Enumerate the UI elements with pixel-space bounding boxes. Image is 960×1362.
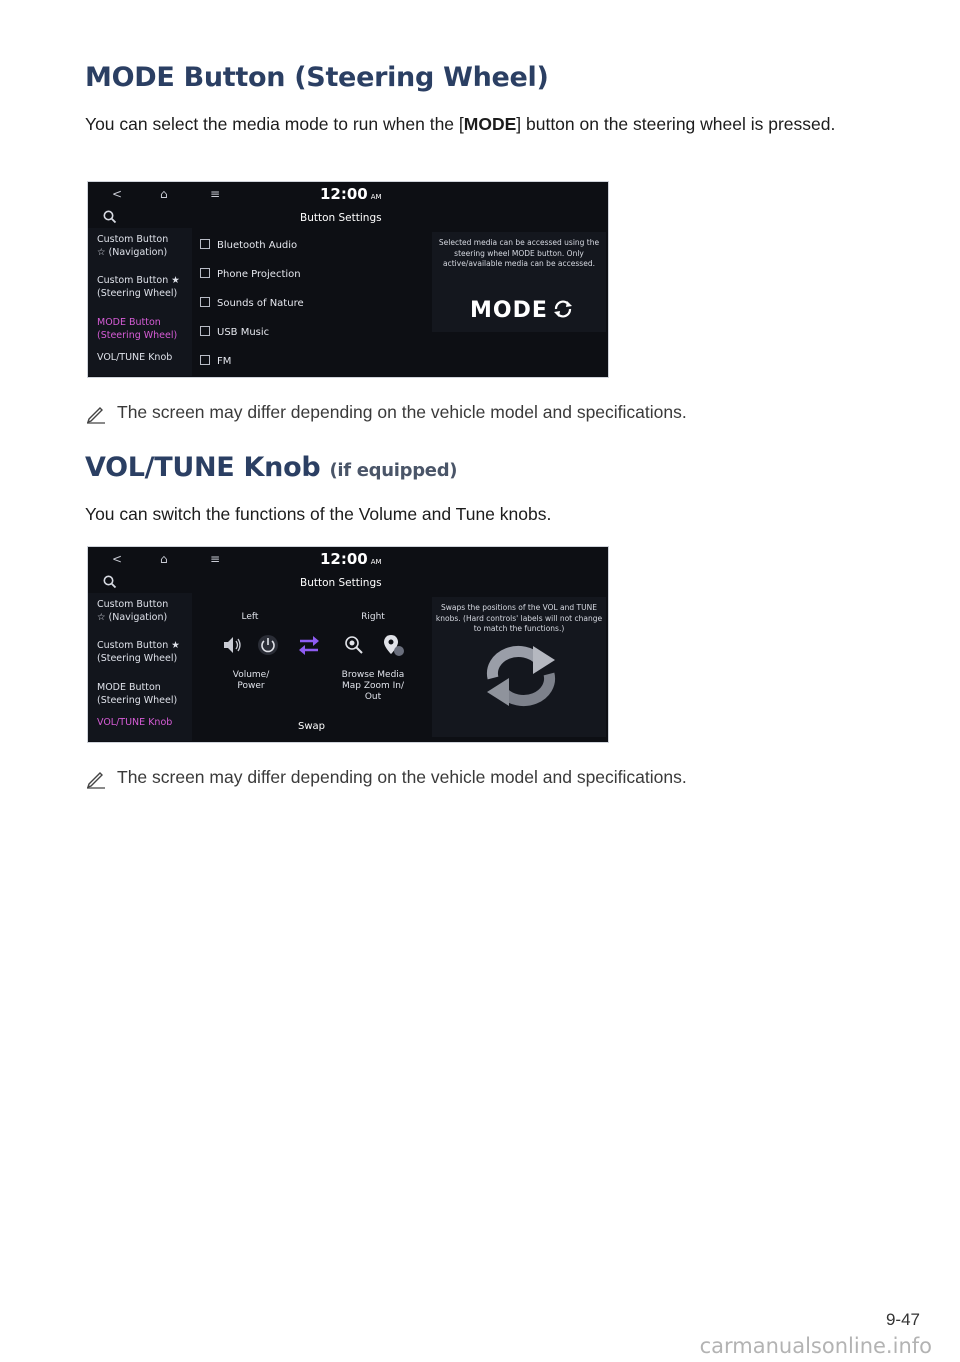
browse-media-icon <box>341 632 367 658</box>
checkbox[interactable] <box>200 297 210 307</box>
swap-cycle-icon <box>481 644 561 708</box>
info-panel <box>432 232 606 332</box>
cycle-icon <box>552 298 574 320</box>
checkbox[interactable] <box>200 268 210 278</box>
screen-title: Button Settings <box>300 577 382 589</box>
swap-button[interactable]: Swap <box>298 721 326 732</box>
vol-tune-settings-screen <box>87 546 609 743</box>
volume-icon <box>219 632 245 658</box>
search-icon[interactable] <box>102 574 118 590</box>
mode-button-settings-screen <box>87 181 609 378</box>
back-icon[interactable]: < <box>112 552 123 566</box>
search-icon[interactable] <box>102 209 118 225</box>
watermark: carmanualsonline.info <box>699 1334 932 1358</box>
note-screen-differs-1: The screen may differ depending on the vehicle model and specifications. <box>85 402 687 424</box>
sidebar-item-custom-steering[interactable]: Custom Button ★ (Steering Wheel) <box>97 640 180 664</box>
screen-title: Button Settings <box>300 212 382 224</box>
clock: 12:00 AM <box>320 185 382 203</box>
mode-logo: MODE <box>470 298 548 323</box>
sidebar-item-mode-button[interactable]: MODE Button (Steering Wheel) <box>97 682 178 706</box>
right-knob-function: Browse Media Map Zoom In/ Out <box>341 670 405 702</box>
option-sounds-of-nature[interactable]: Sounds of Nature <box>200 297 304 309</box>
sidebar-item-custom-nav[interactable]: Custom Button ☆ (Navigation) <box>97 234 169 258</box>
section-title-vol-tune: VOL/TUNE Knob (if equipped) <box>85 452 458 483</box>
option-bluetooth-audio[interactable]: Bluetooth Audio <box>200 239 297 251</box>
top-bar <box>88 182 608 208</box>
page-number: 9-47 <box>885 1310 920 1329</box>
clock: 12:00 AM <box>320 550 382 568</box>
sidebar-item-custom-steering[interactable]: Custom Button ★ (Steering Wheel) <box>97 275 180 299</box>
info-text: Swaps the positions of the VOL and TUNE knobs. (Hard controls' labels will not change to match the functions.) <box>435 603 603 633</box>
note-screen-differs-2: The screen may differ depending on the vehicle model and specifications. <box>85 767 687 789</box>
checkbox[interactable] <box>200 326 210 336</box>
swap-arrows-icon[interactable] <box>296 632 322 658</box>
section-mode-description: You can select the media mode to run when the [MODE] button on the steering wheel is pressed. <box>85 114 836 134</box>
power-icon <box>255 632 281 658</box>
back-icon[interactable]: < <box>112 187 123 201</box>
section-title-mode-button: MODE Button (Steering Wheel) <box>85 62 549 93</box>
info-text: Selected media can be accessed using the steering wheel MODE button. Only active/available media can be accessed. <box>438 238 600 268</box>
top-bar <box>88 547 608 573</box>
checkbox[interactable] <box>200 355 210 365</box>
option-phone-projection[interactable]: Phone Projection <box>200 268 301 280</box>
menu-icon[interactable]: ≡ <box>210 552 221 566</box>
pencil-icon <box>85 767 107 789</box>
section-vol-tune-description: You can switch the functions of the Volume and Tune knobs. <box>85 504 552 524</box>
option-fm[interactable]: FM <box>200 355 231 367</box>
sidebar-item-vol-tune[interactable]: VOL/TUNE Knob <box>97 352 173 363</box>
left-knob-label: Left <box>241 612 259 622</box>
map-zoom-icon <box>380 632 406 658</box>
home-icon[interactable]: ⌂ <box>160 552 168 566</box>
left-knob-function: Volume/ Power <box>232 670 270 691</box>
home-icon[interactable]: ⌂ <box>160 187 168 201</box>
option-usb-music[interactable]: USB Music <box>200 326 269 338</box>
pencil-icon <box>85 402 107 424</box>
sidebar-item-custom-nav[interactable]: Custom Button ☆ (Navigation) <box>97 599 169 623</box>
right-knob-label: Right <box>361 612 385 622</box>
checkbox[interactable] <box>200 239 210 249</box>
sidebar-item-vol-tune[interactable]: VOL/TUNE Knob <box>97 717 173 728</box>
menu-icon[interactable]: ≡ <box>210 187 221 201</box>
sidebar-item-mode-button[interactable]: MODE Button (Steering Wheel) <box>97 317 178 341</box>
